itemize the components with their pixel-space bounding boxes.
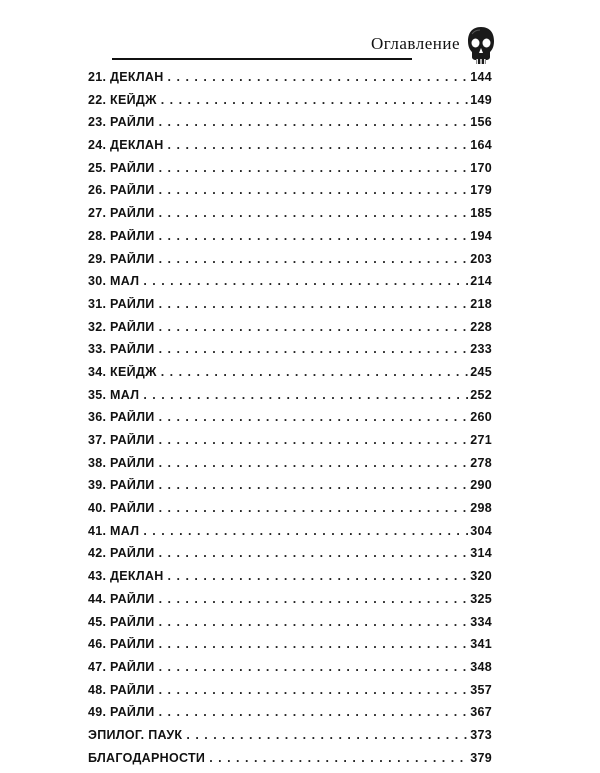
toc-entry-page-number: 228 (470, 319, 492, 334)
toc-entry (88, 592, 492, 615)
skull-icon (466, 26, 496, 66)
toc-entry-title: 37. РАЙЛИ (88, 433, 155, 447)
toc-entry-page-number: 203 (470, 251, 492, 266)
toc-entry-title: 45. РАЙЛИ (88, 614, 155, 629)
toc-entry (88, 705, 492, 728)
toc-entry-page-number: 373 (470, 727, 492, 742)
toc-entry-title: 40. РАЙЛИ (88, 501, 155, 516)
toc-dot-leader (186, 728, 468, 742)
toc-dot-leader (159, 183, 469, 197)
toc-entry (88, 138, 492, 161)
toc-entry-page-number: 156 (470, 115, 492, 130)
toc-dot-leader (159, 705, 469, 719)
toc-entry-title: 23. РАЙЛИ (88, 115, 155, 130)
toc-entry-page-number: 304 (470, 523, 492, 538)
toc-entry-page-number: 314 (470, 546, 492, 561)
toc-dot-leader (159, 592, 469, 606)
toc-entry-title: 28. РАЙЛИ (88, 228, 155, 243)
toc-dot-leader (159, 320, 469, 334)
toc-entry (88, 388, 492, 411)
toc-dot-leader (159, 206, 469, 220)
toc-entry-page-number: 298 (470, 501, 492, 516)
toc-entry (88, 637, 492, 660)
toc-dot-leader (159, 456, 469, 470)
toc-entry-page-number: 367 (470, 705, 492, 720)
toc-entry-title: 38. РАЙЛИ (88, 455, 155, 470)
toc-entry-title: 48. РАЙЛИ (88, 682, 155, 697)
toc-dot-leader (168, 70, 469, 84)
toc-dot-leader (159, 637, 469, 651)
toc-entry-page-number: 170 (470, 160, 492, 175)
toc-entry-page-number: 218 (470, 296, 492, 311)
page-header (0, 0, 600, 80)
toc-dot-leader (159, 683, 469, 697)
toc-entry-page-number: 194 (470, 228, 492, 243)
toc-entry-page-number: 233 (470, 342, 492, 357)
toc-entry (88, 728, 492, 751)
toc-entry-title: 22. КЕЙДЖ (88, 92, 157, 107)
table-of-contents (88, 70, 492, 773)
toc-entry (88, 615, 492, 638)
toc-entry-page-number: 164 (470, 138, 492, 153)
toc-entry-page-number: 214 (470, 274, 492, 289)
toc-entry (88, 524, 492, 547)
toc-entry-page-number: 278 (470, 455, 492, 470)
toc-entry-title: 33. РАЙЛИ (88, 342, 155, 357)
toc-dot-leader (159, 546, 469, 560)
toc-entry-page-number: 144 (470, 70, 492, 84)
toc-entry-page-number: 379 (470, 750, 492, 765)
toc-dot-leader (168, 138, 469, 152)
toc-entry (88, 252, 492, 275)
toc-dot-leader (159, 615, 469, 629)
toc-entry (88, 546, 492, 569)
toc-entry (88, 569, 492, 592)
page-title: Оглавление (371, 34, 460, 53)
toc-entry-title: 30. МАЛ (88, 274, 140, 289)
toc-dot-leader (143, 388, 468, 402)
toc-dot-leader (159, 115, 469, 129)
toc-entry (88, 342, 492, 365)
toc-entry-title: 31. РАЙЛИ (88, 296, 155, 311)
toc-entry-page-number: 357 (470, 682, 492, 697)
toc-dot-leader (159, 342, 469, 356)
toc-entry-title: 41. МАЛ (88, 523, 140, 538)
toc-entry-title: 26. РАЙЛИ (88, 183, 155, 198)
toc-entry (88, 410, 492, 433)
toc-dot-leader (143, 524, 468, 538)
toc-entry-page-number: 334 (470, 614, 492, 629)
toc-dot-leader (159, 229, 469, 243)
toc-dot-leader (143, 274, 468, 288)
toc-dot-leader (159, 252, 469, 266)
toc-entry-page-number: 320 (470, 569, 492, 584)
toc-entry (88, 456, 492, 479)
toc-dot-leader (209, 751, 468, 765)
toc-dot-leader (159, 478, 469, 492)
toc-entry-page-number: 260 (470, 410, 492, 425)
toc-entry-title: 44. РАЙЛИ (88, 591, 155, 606)
toc-entry (88, 501, 492, 524)
toc-entry-title: 35. МАЛ (88, 387, 140, 402)
toc-dot-leader (159, 501, 469, 515)
toc-entry (88, 433, 492, 456)
toc-entry-page-number: 348 (470, 659, 492, 674)
toc-entry (88, 70, 492, 93)
toc-entry (88, 115, 492, 138)
toc-entry (88, 183, 492, 206)
toc-entry-title: 29. РАЙЛИ (88, 251, 155, 266)
toc-entry (88, 274, 492, 297)
toc-entry-page-number: 271 (470, 433, 492, 447)
toc-entry-title: 49. РАЙЛИ (88, 705, 155, 720)
toc-entry-title: 46. РАЙЛИ (88, 637, 155, 652)
toc-entry-page-number: 252 (470, 387, 492, 402)
toc-entry (88, 93, 492, 116)
toc-entry-page-number: 185 (470, 206, 492, 221)
toc-entry-title: 34. КЕЙДЖ (88, 364, 157, 379)
toc-dot-leader (161, 365, 469, 379)
toc-dot-leader (159, 410, 469, 424)
toc-entry-title: БЛАГОДАРНОСТИ (88, 750, 206, 765)
toc-dot-leader (159, 297, 469, 311)
toc-entry-page-number: 149 (470, 92, 492, 107)
toc-entry-title: 39. РАЙЛИ (88, 478, 155, 493)
toc-dot-leader (168, 569, 469, 583)
toc-entry (88, 660, 492, 683)
toc-entry (88, 297, 492, 320)
toc-entry-title: 36. РАЙЛИ (88, 410, 155, 425)
toc-entry-page-number: 341 (470, 637, 492, 652)
toc-entry-title: 25. РАЙЛИ (88, 160, 155, 175)
toc-entry-page-number: 325 (470, 591, 492, 606)
toc-entry (88, 161, 492, 184)
toc-entry-page-number: 290 (470, 478, 492, 493)
header-rule (112, 58, 412, 60)
toc-entry-title: 27. РАЙЛИ (88, 206, 155, 221)
toc-entry-title: 42. РАЙЛИ (88, 546, 155, 561)
toc-entry-page-number: 245 (470, 364, 492, 379)
toc-entry-title: 24. ДЕКЛАН (88, 138, 164, 153)
toc-dot-leader (159, 161, 469, 175)
toc-dot-leader (161, 93, 469, 107)
toc-entry (88, 683, 492, 706)
toc-dot-leader (159, 433, 469, 447)
toc-entry (88, 206, 492, 229)
toc-entry (88, 751, 492, 773)
toc-entry-title: 47. РАЙЛИ (88, 659, 155, 674)
toc-entry-title: 43. ДЕКЛАН (88, 569, 164, 584)
toc-entry (88, 320, 492, 343)
toc-entry-title: ЭПИЛОГ. ПАУК (88, 727, 183, 742)
toc-entry-title: 21. ДЕКЛАН (88, 70, 164, 84)
toc-entry-page-number: 179 (470, 183, 492, 198)
toc-dot-leader (159, 660, 469, 674)
toc-entry (88, 478, 492, 501)
toc-entry-title: 32. РАЙЛИ (88, 319, 155, 334)
toc-entry (88, 365, 492, 388)
toc-entry (88, 229, 492, 252)
